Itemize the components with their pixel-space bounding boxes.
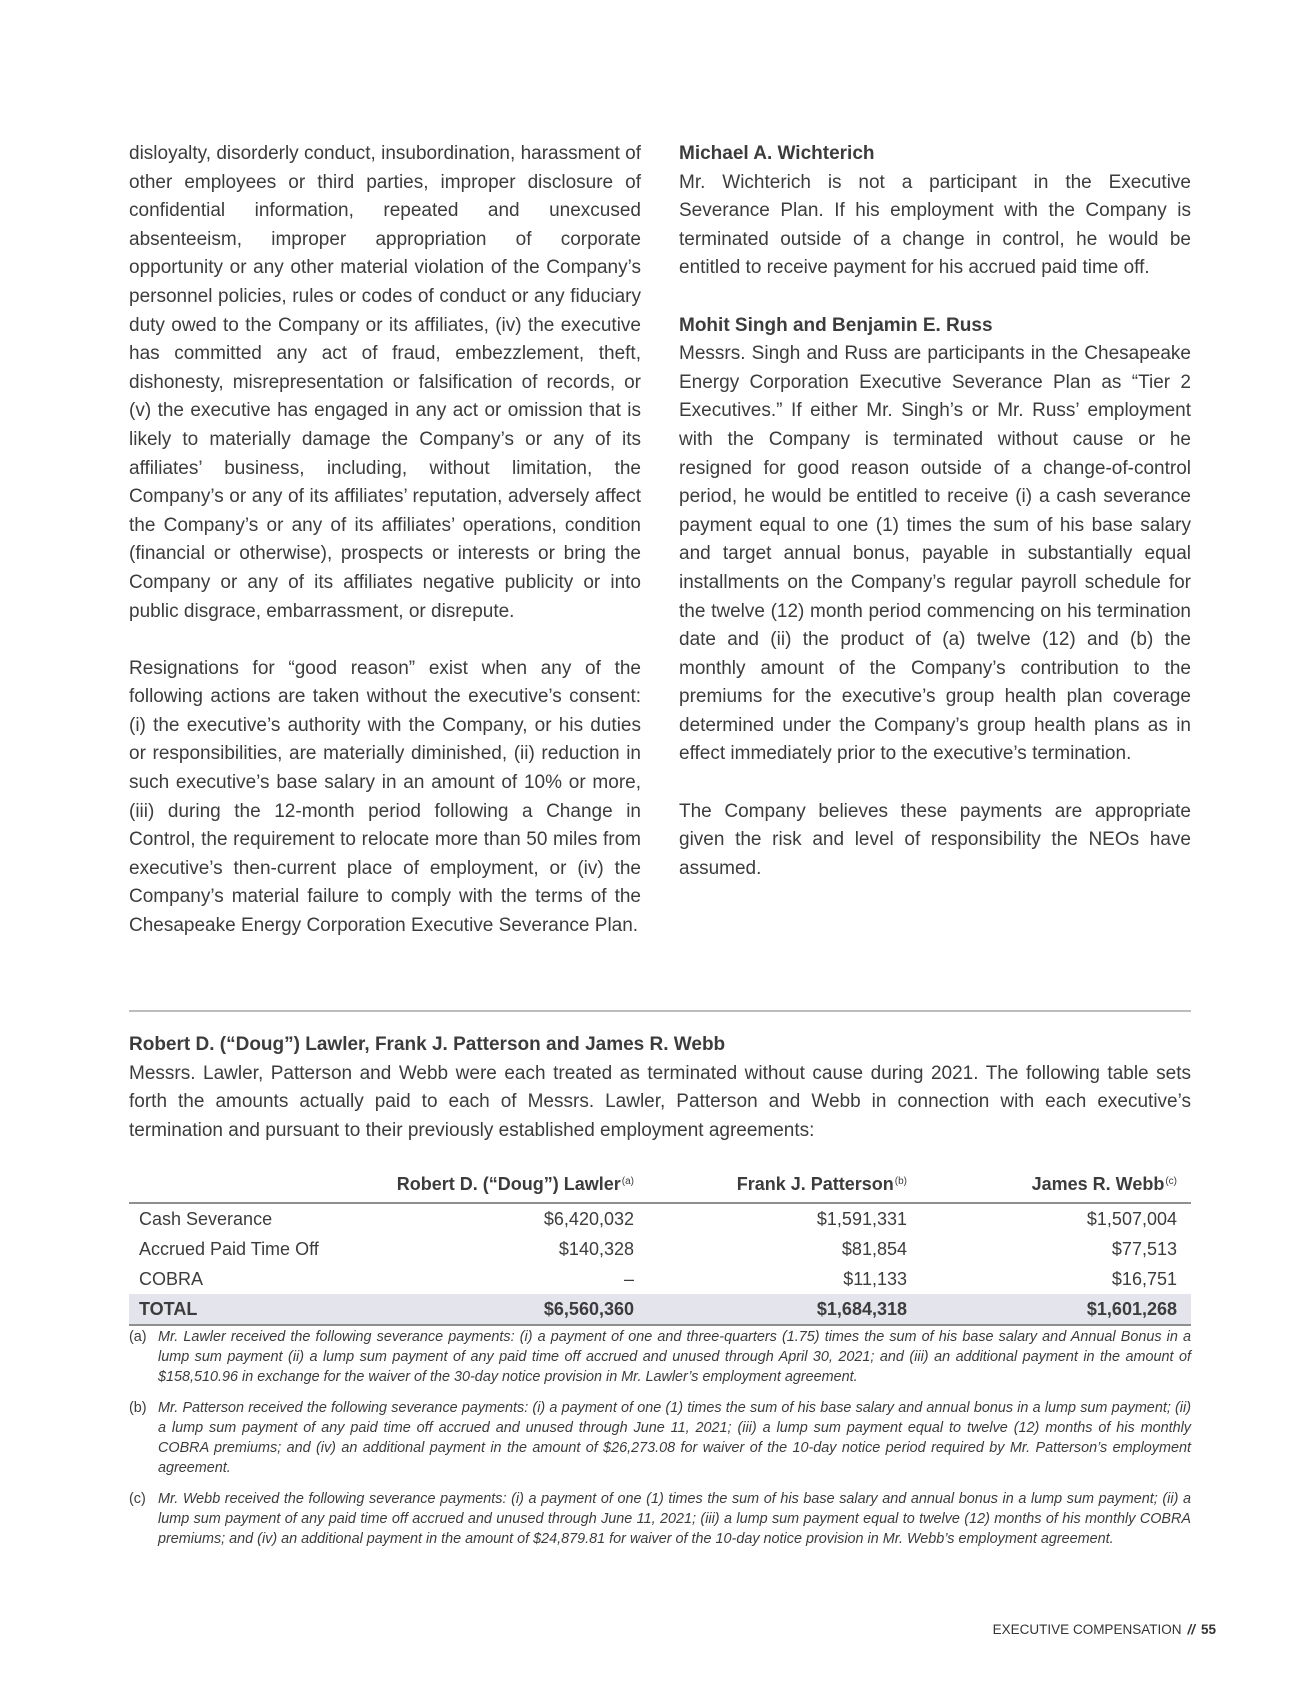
- section-heading: Robert D. (“Doug”) Lawler, Frank J. Patterson and James R. Webb: [129, 1034, 726, 1055]
- header-empty: [129, 1172, 374, 1203]
- footnote-marker: (b): [129, 1400, 147, 1416]
- total-value: $1,601,268: [921, 1294, 1191, 1325]
- footnote-c: [129, 1489, 1191, 1549]
- footnotes: [129, 1327, 1191, 1560]
- severance-table: [129, 1172, 1191, 1326]
- table-row: [129, 1234, 1191, 1264]
- cell-value: $140,328: [558, 1238, 634, 1259]
- footnote-a: [129, 1327, 1191, 1387]
- total-value: $6,560,360: [374, 1294, 648, 1325]
- singh-russ-heading: Mohit Singh and Benjamin E. Russ: [679, 314, 993, 336]
- row-label: COBRA: [139, 1268, 204, 1289]
- footer-section-title: EXECUTIVE COMPENSATION: [992, 1622, 1182, 1637]
- cell-value: $16,751: [1111, 1268, 1177, 1289]
- cell-value: –: [623, 1268, 634, 1289]
- footnote-marker: (a): [129, 1329, 147, 1345]
- right-column: [679, 140, 1191, 883]
- wichterich-heading: Michael A. Wichterich: [679, 143, 875, 164]
- cell-value: $1,591,331: [816, 1208, 907, 1229]
- cell-value: $81,854: [841, 1238, 907, 1259]
- cell-value: $11,133: [843, 1268, 907, 1289]
- cell-value: $77,513: [1111, 1238, 1177, 1259]
- table-header-row: [129, 1172, 1191, 1203]
- page-number: 55: [1200, 1622, 1216, 1637]
- footnote-b: [129, 1398, 1191, 1478]
- footnote-text: Mr. Webb received the following severance payments: (i) a payment of one (1) times the sum of his base salary and annual bonus in a lump sum payment; (ii) a lump sum payment of any paid time off accrued and unused through June 11, 2021; (iii) a lump sum payment equal to twelve (12) months of his monthly COBRA premiums; and (iv) an additional payment in the amount of $24,879.81 for waiver of the 10-day notice provision in Mr. Webb’s employment agreement.: [158, 1491, 1191, 1547]
- footnote-text: Mr. Lawler received the following severance payments: (i) a payment of one and three-quarters (1.75) times the sum of his base salary and Annual Bonus in a lump sum payment (ii) a lump sum payment of any paid time off accrued and unused through April 30, 2021; and (iii) an additional payment in the amount of $158,510.96 in exchange for the waiver of the 30-day notice provision in Mr. Lawler’s employment agreement.: [158, 1329, 1191, 1385]
- row-label: Accrued Paid Time Off: [139, 1238, 319, 1259]
- cell-value: $1,507,004: [1086, 1208, 1177, 1229]
- singh-russ-paragraph: Messrs. Singh and Russ are participants in the Chesapeake Energy Corporation Executive Severance Plan as “Tier 2 Executives.” If either Mr. Singh’s or Mr. Russ’ employment with the Company is terminated without cause or he resigned for good reason outside of a change-of-control period, he would be entitled to receive (i) a cash severance payment equal to one (1) times the sum of his base salary and target annual bonus, payable in substantially equal installments on the Company’s regular payroll schedule for the twelve (12) month period commencing on his termination date and (ii) the product of (a) twelve (12) and (b) the monthly amount of the Company’s contribution to the premiums for the executive’s group health plan coverage determined under the Company’s group health plans as in effect immediately prior to the executive’s termination.: [679, 343, 1191, 765]
- conclusion-paragraph: The Company believes these payments are appropriate given the risk and level of responsibility the NEOs have assumed.: [679, 800, 1191, 879]
- total-label: TOTAL: [129, 1294, 374, 1325]
- wichterich-paragraph: Mr. Wichterich is not a participant in the Executive Severance Plan. If his employment with the Company is terminated outside of a change in control, he would be entitled to receive payment for his accrued paid time off.: [679, 171, 1191, 279]
- section-intro: Messrs. Lawler, Patterson and Webb were each treated as terminated without cause during 2021. The following table sets forth the amounts actually paid to each of Messrs. Lawler, Patterson and Webb in connection with each executive’s termination and pursuant to their previously established employment agreements:: [129, 1062, 1191, 1141]
- footnote-marker: (c): [129, 1491, 146, 1507]
- total-row: [129, 1294, 1191, 1325]
- cell-value: $6,420,032: [543, 1208, 634, 1229]
- page-footer: [993, 1622, 1216, 1637]
- left-column: [129, 140, 641, 941]
- footnote-text: Mr. Patterson received the following severance payments: (i) a payment of one (1) times the sum of his base salary and annual bonus in a lump sum payment; (ii) a lump sum payment of any paid time off accrued and unused through June 11, 2021; (iii) a lump sum payment equal to twelve (12) months of his monthly COBRA premiums; and (iv) an additional payment in the amount of $26,273.08 for waiver of the 10-day notice period required by Mr. Patterson’s employment agreement.: [158, 1400, 1191, 1476]
- left-paragraph-2: Resignations for “good reason” exist when any of the following actions are taken without the executive’s consent: (i) the executive’s authority with the Company, or his duties or responsibilities, are materially diminished, (ii) reduction in such executive’s base salary in an amount of 10% or more, (iii) during the 12-month period following a Change in Control, the requirement to relocate more than 50 miles from executive’s then-current place of employment, or (iv) the Company’s material failure to comply with the terms of the Chesapeake Energy Corporation Executive Severance Plan.: [129, 657, 641, 937]
- table-row: [129, 1203, 1191, 1234]
- total-value: $1,684,318: [648, 1294, 921, 1325]
- left-paragraph-1: disloyalty, disorderly conduct, insubordination, harassment of other employees or third parties, improper disclosure of confidential information, repeated and unexcused absenteeism, improper appropriation of corporate opportunity or any other material violation of the Company’s personnel policies, rules or codes of conduct or any fiduciary duty owed to the Company or its affiliates, (iv) the executive has committed any act of fraud, embezzlement, theft, dishonesty, misrepresentation or falsification of records, or (v) the executive has engaged in any act or omission that is likely to materially damage the Company’s or any of its affiliates’ business, including, without limitation, the Company’s or any of its affiliates’ reputation, adversely affect the Company’s or any of its affiliates’ operations, condition (financial or otherwise), prospects or interests or bring the Company or any of its affiliates negative publicity or into public disgrace, embarrassment, or disrepute.: [129, 143, 641, 622]
- header-patterson: Frank J. Patterson$^{(b)}$: [648, 1172, 921, 1203]
- section-divider: [129, 1010, 1191, 1012]
- header-webb: James R. Webb$^{(c)}$: [921, 1172, 1191, 1203]
- footer-separator: //: [1187, 1622, 1195, 1637]
- header-lawler: Robert D. (“Doug”) Lawler$^{(a)}$: [374, 1172, 648, 1203]
- terminated-executives-section: [129, 1031, 1191, 1145]
- table-row: [129, 1264, 1191, 1294]
- row-label: Cash Severance: [139, 1208, 273, 1229]
